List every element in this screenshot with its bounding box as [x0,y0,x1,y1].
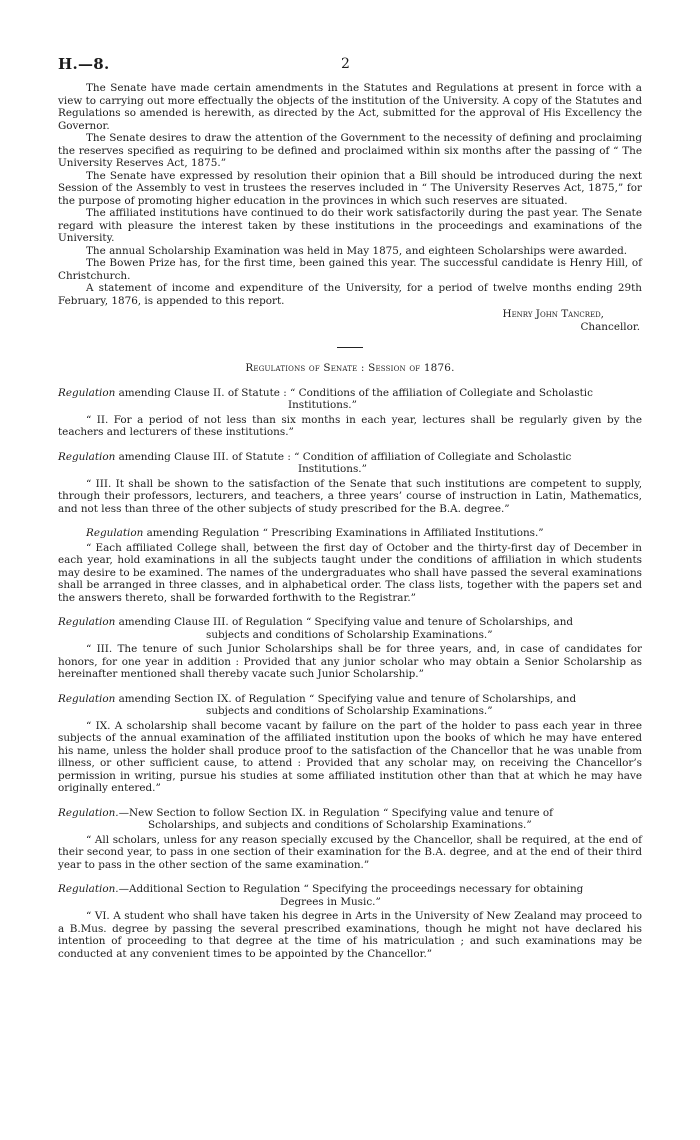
document-page [58,55,642,960]
regulation-heading [58,387,642,400]
report-paragraph: The annual Scholarship Examination was held in May 1875, and eighteen Scholarships were awarded. [86,244,628,257]
regulation-text: “ II. For a period of not less than six months in each year, lectures shall be regularly given by the teachers and lecturers of these institutions.” [58,413,642,438]
regulations-title: Regulations of Senate : Session of 1876. [245,362,455,374]
regulation-heading-continued: subjects and conditions of Scholarship Examinations.” [206,628,493,641]
regulation-heading [58,693,642,706]
regulation-label: Regulation [86,527,144,539]
regulation-label: Regulation. [58,806,119,819]
regulation-block [58,883,642,960]
regulation-block [58,451,642,516]
report-paragraph: The Senate have made certain amendments in the Statutes and Regulations at present in force with a view to carrying out more effectually the objects of the institution of the University. A copy of the Statutes and Regulations so amended is herewith, as directed by the Act, submitted for the approval of His Excellency the Governor. [58,82,642,132]
report-paragraph: The Senate desires to draw the attention of the Government to the necessity of defining and proclaiming the reserves specified as requiring to be defined and proclaimed within six months after the passing of “ The University Reserves Act, 1875.” [58,132,642,169]
regulation-label: Regulation [58,616,116,628]
page-header [58,55,642,82]
regulation-heading-continued: Institutions.” [288,399,357,411]
report-paragraph: The affiliated institutions have continued to do their work satisfactorily during the past year. The Senate regard with pleasure the interest taken by these institutions in the proceedings and examinations of the University. [58,207,642,244]
report-paragraph: The Senate have expressed by resolution their opinion that a Bill should be introduced during the next Session of the Assembly to vest in trustees the reserves included in “ The University Reserves Act, 1875,” for the purpose of promoting higher education in the provinces in which such reserves are situated. [58,169,642,207]
regulation-block [58,387,642,439]
regulation-text: “ Each affiliated College shall, between the first day of October and the thirty-first day of December in each year, hold examinations in all the subjects taught under the conditions of affiliation in which students may desire to be examined. The names of the undergraduates who shall have passed the several examinations shall be arranged in three classes, and in alphabetical order. The class lists, together with the papers set and the answers thereto, shall be forwarded forthwith to the Registrar.” [58,541,642,604]
regulation-heading-text: —New Section to follow Section IX. in Regulation “ Specifying value and tenure of [118,806,554,819]
regulation-heading-continued: Degrees in Music.” [280,895,381,908]
regulation-label: Regulation [58,450,116,463]
regulation-label: Regulation [58,386,116,399]
regulation-block [58,807,642,872]
regulation-heading-text: amending Clause II. of Statute : “ Conditions of the affiliation of Collegiate and Scholastic [115,386,593,399]
regulation-heading-text: amending Regulation “ Prescribing Examinations in Affiliated Institutions.” [143,527,544,539]
regulation-text: “ IX. A scholarship shall become vacant by failure on the part of the holder to pass each year in three subjects of the annual examination of the affiliated institution upon the books of which he may have entered his name, unless the holder shall produce proof to the satisfaction of the Chancellor that he was unable from illness, or other sufficient cause, to attend : Provided that any scholar may, on receiving the Chancellor’s permission in writing, pursue his studies at some affiliated institution other than that at which he may have originally entered.” [58,719,642,794]
signatory-title: Chancellor. [580,320,640,333]
report-paragraph: A statement of income and expenditure of the University, for a period of twelve months ending 29th February, 1876, is appended to this report. [58,282,642,307]
regulation-heading-continued: Institutions.” [298,463,367,475]
regulation-text: “ III. The tenure of such Junior Scholarships shall be for three years, and, in case of candidates for honors, for one year in addition : Provided that any junior scholar who may obtain a Senior Scholarship as hereinafter mentioned shall thereby vacate such Junior Scholarship.” [58,643,642,680]
regulation-heading [58,451,642,464]
regulation-heading-text: amending Clause III. of Regulation “ Specifying value and tenure of Scholarships, and [115,616,574,628]
signatory-name: Henry John Tancred, [502,308,604,320]
regulation-block [58,693,642,795]
regulation-label: Regulation [58,692,116,705]
regulation-heading-text: amending Clause III. of Statute : “ Condition of affiliation of Collegiate and Scholastic [115,450,572,463]
regulation-heading-text: —Additional Section to Regulation “ Specifying the proceedings necessary for obtaining [118,883,584,895]
regulation-text: “ III. It shall be shown to the satisfaction of the Senate that such institutions are competent to supply, through their professors, lecturers, and teachers, a three years’ course of instruction in Latin, Mathematics, and not less than three of the other subjects of study prescribed for the B.A. degree.” [58,477,642,515]
regulation-text: “ VI. A student who shall have taken his degree in Arts in the University of New Zealand may proceed to a B.Mus. degree by passing the several prescribed examinations, though he might not have declared his intention of proceeding to that degree at the time of his matriculation ; and such examinations may be conducted at any convenient times to be appointed by the Chancellor.” [58,910,642,960]
document-reference: H.—8. [58,55,110,73]
regulation-heading [58,616,642,629]
page-number: 2 [341,56,350,72]
report-paragraph: The Bowen Prize has, for the first time, been gained this year. The successful candidate is Henry Hill, of Christchurch. [58,257,642,282]
regulation-block [58,527,642,604]
regulation-heading-continued: Scholarships, and subjects and conditions of Scholarship Examinations.” [148,819,532,831]
regulation-label: Regulation. [58,883,119,895]
section-divider [337,347,363,348]
regulation-heading [58,883,642,896]
regulation-heading [58,527,642,540]
signature-block [58,308,642,333]
report-body [58,82,642,307]
regulation-block [58,616,642,681]
regulation-heading-continued: subjects and conditions of Scholarship Examinations.” [206,705,493,717]
regulation-heading-text: amending Section IX. of Regulation “ Specifying value and tenure of Scholarships, and [115,692,577,705]
regulation-text: “ All scholars, unless for any reason specially excused by the Chancellor, shall be required, at the end of their second year, to pass in one section of their examination for the B.A. degree, and at the end of their third year to pass in the other section of the same examination.” [58,833,642,871]
regulation-heading [58,807,642,820]
